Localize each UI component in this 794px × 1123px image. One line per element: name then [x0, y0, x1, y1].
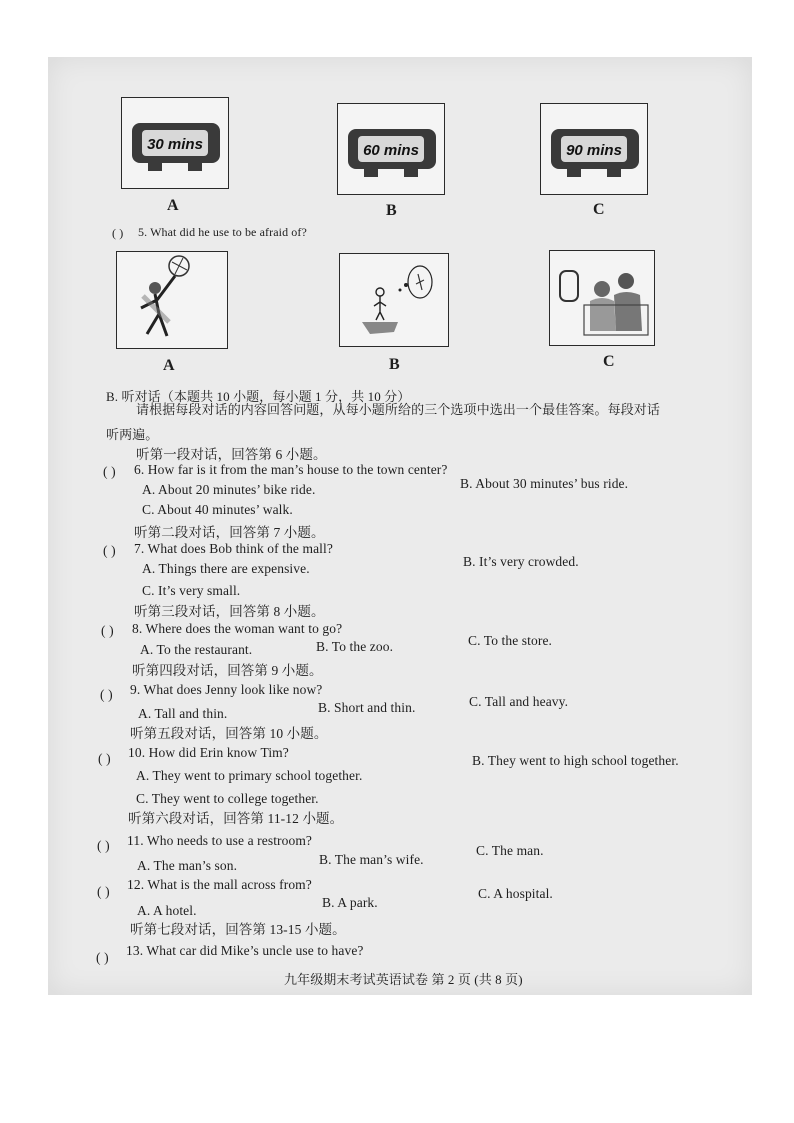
option-a: A. Things there are expensive.	[142, 561, 310, 576]
option-c: C. To the store.	[468, 633, 553, 648]
dialogue-header: 听第七段对话，回答第 13-15 小题。	[130, 922, 346, 937]
option-b: B. A park.	[322, 895, 378, 910]
timer-icon	[122, 98, 228, 188]
option-letter-b: B	[389, 356, 400, 373]
question-8: 8. Where does the woman want to go?	[132, 621, 343, 636]
timer-display: 60 mins	[363, 142, 419, 159]
section-title: B. 听对话（本题共 10 小题，每小题 1 分，共 10 分）	[106, 389, 411, 404]
question-blank: ( )	[103, 464, 116, 479]
option-a: A. They went to primary school together.	[136, 768, 363, 783]
timer-icon	[541, 104, 647, 194]
dialogue-header: 听第四段对话，回答第 9 小题。	[132, 663, 323, 678]
option-letter-a: A	[167, 197, 179, 214]
option-b: B. They went to high school together.	[472, 753, 679, 768]
option-b: B. Short and thin.	[318, 700, 416, 715]
option-b: B. About 30 minutes’ bus ride.	[460, 476, 629, 491]
basketball-player-icon	[117, 252, 227, 348]
option-a: A. About 20 minutes’ bike ride.	[142, 482, 316, 497]
question-9: 9. What does Jenny look like now?	[130, 682, 323, 697]
dialogue-header: 听第二段对话，回答第 7 小题。	[134, 525, 325, 540]
question-12: 12. What is the mall across from?	[127, 877, 312, 892]
dialogue-header: 听第五段对话，回答第 10 小题。	[130, 726, 328, 741]
option-c: C. They went to college together.	[136, 791, 319, 806]
question-13: 13. What car did Mike’s uncle use to have?	[126, 943, 364, 958]
option-a: A. A hotel.	[137, 903, 197, 918]
question-10: 10. How did Erin know Tim?	[128, 745, 289, 760]
option-letter-c: C	[593, 201, 605, 218]
dialogue-header: 听第一段对话，回答第 6 小题。	[136, 447, 327, 462]
picture-timer-b	[337, 103, 445, 195]
cliff-fear-icon	[340, 254, 448, 346]
question-blank: ( )	[96, 950, 109, 965]
question-blank: ( )	[98, 751, 111, 766]
option-letter-b: B	[386, 202, 397, 219]
picture-timer-a	[121, 97, 229, 189]
option-c: C. Tall and heavy.	[469, 694, 569, 709]
question-blank: ( )	[97, 884, 110, 899]
option-a: A. Tall and thin.	[138, 706, 228, 721]
option-letter-c: C	[603, 353, 615, 370]
question-7: 7. What does Bob think of the mall?	[134, 541, 333, 556]
option-b: B. The man’s wife.	[319, 852, 424, 867]
timer-icon	[338, 104, 444, 194]
question-blank: ( )	[97, 838, 110, 853]
section-instruction-cont: 听两遍。	[106, 427, 159, 442]
picture-basketball	[116, 251, 228, 349]
option-letter-a: A	[163, 357, 175, 374]
timer-display: 90 mins	[566, 142, 622, 159]
dialogue-header: 听第六段对话，回答第 11-12 小题。	[128, 811, 344, 826]
question-blank: ( )	[100, 687, 113, 702]
question-5: 5. What did he use to be afraid of?	[138, 225, 307, 239]
page-footer: 九年级期末考试英语试卷 第 2 页 (共 8 页)	[284, 972, 523, 987]
timer-display: 30 mins	[147, 136, 203, 153]
section-instruction: 请根据每段对话的内容回答问题，从每小题所给的三个选项中选出一个最佳答案。每段对话	[136, 402, 661, 417]
option-c: C. It’s very small.	[142, 583, 241, 598]
option-a: A. The man’s son.	[137, 858, 238, 873]
question-11: 11. Who needs to use a restroom?	[127, 833, 313, 848]
question-blank: ( )	[112, 226, 124, 240]
question-6: 6. How far is it from the man’s house to the town center?	[134, 462, 448, 477]
option-b: B. To the zoo.	[316, 639, 394, 654]
option-c: C. A hospital.	[478, 886, 553, 901]
option-a: A. To the restaurant.	[140, 642, 253, 657]
dialogue-header: 听第三段对话，回答第 8 小题。	[134, 604, 325, 619]
picture-height	[339, 253, 449, 347]
picture-airplane	[549, 250, 655, 346]
option-c: C. About 40 minutes’ walk.	[142, 502, 293, 517]
question-blank: ( )	[103, 543, 116, 558]
question-blank: ( )	[101, 623, 114, 638]
option-b: B. It’s very crowded.	[463, 554, 579, 569]
exam-page	[48, 57, 752, 995]
option-c: C. The man.	[476, 843, 544, 858]
picture-timer-c	[540, 103, 648, 195]
airplane-passengers-icon	[550, 251, 654, 345]
